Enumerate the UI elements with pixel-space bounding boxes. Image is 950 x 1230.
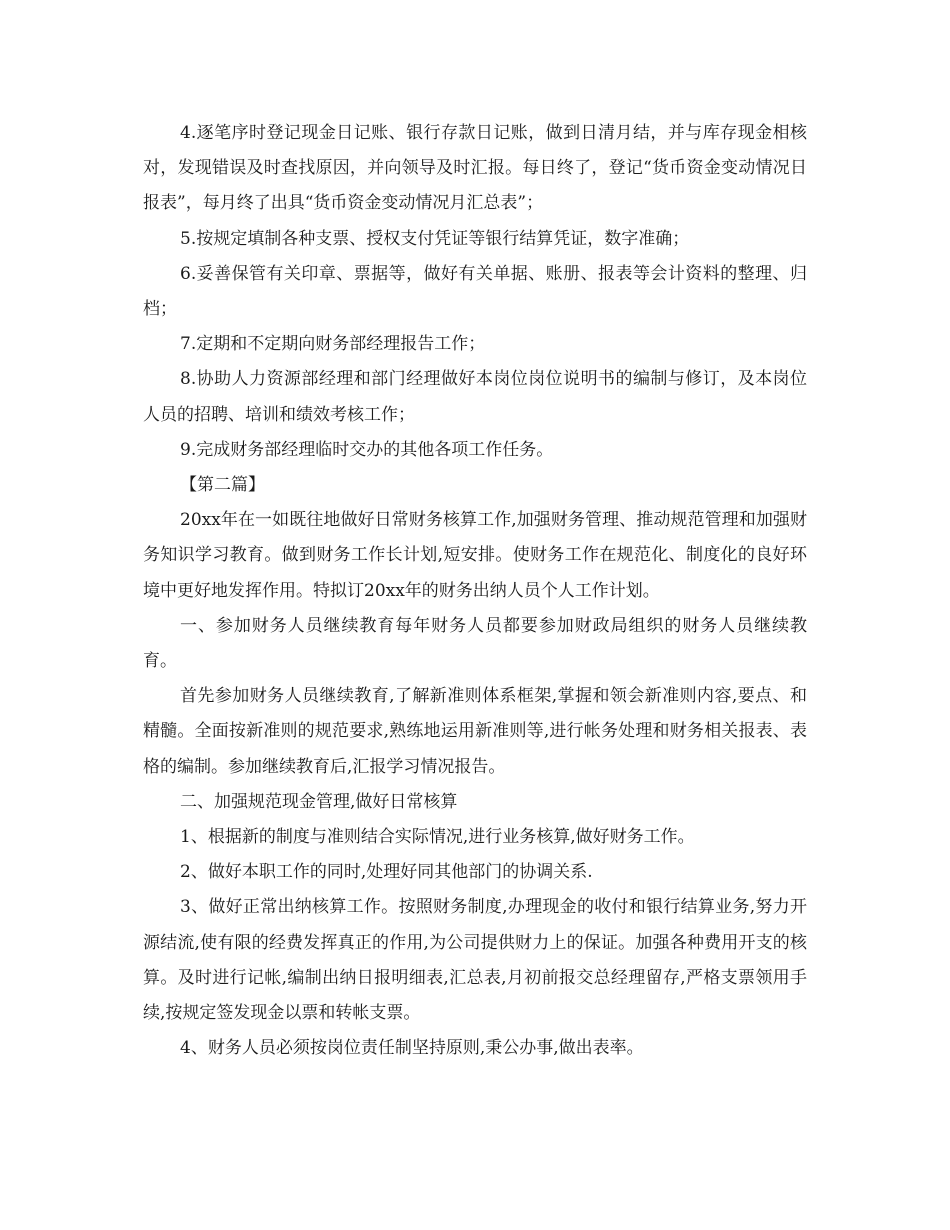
section-1-heading: 一、参加财务人员继续教育每年财务人员都要参加财政局组织的财务人员继续教育。 bbox=[143, 615, 807, 672]
intro-paragraph: 20xx年在一如既往地做好日常财务核算工作,加强财务管理、推动规范管理和加强财务知识学习教育。做到财务工作长计划,短安排。使财务工作在规范化、制度化的良好环境中更好地发挥作用。特拟订20xx年的财务出纳人员个人工作计划。 bbox=[143, 510, 807, 601]
paragraph-item-7: 7.定期和不定期向财务部经理报告工作； bbox=[180, 334, 486, 355]
paragraph-item-5: 5.按规定填制各种支票、授权支付凭证等银行结算凭证，数字准确； bbox=[180, 228, 690, 249]
section-2-item-2: 2、做好本职工作的同时,处理好同其他部门的协调关系. bbox=[180, 862, 593, 883]
section-1-body: 首先参加财务人员继续教育,了解新准则体系框架,掌握和领会新准则内容,要点、和精髓。全面按新准则的规范要求,熟练地运用新准则等,进行帐务处理和财务相关报表、表格的编制。参加继续教育后,汇报学习情况报告。 bbox=[143, 686, 807, 777]
section-heading: 【第二篇】 bbox=[180, 475, 265, 496]
document-body bbox=[143, 116, 807, 1066]
paragraph-item-6: 6.妥善保管有关印章、票据等，做好有关单据、账册、报表等会计资料的整理、归档； bbox=[143, 263, 807, 320]
paragraph-item-9: 9.完成财务部经理临时交办的其他各项工作任务。 bbox=[180, 439, 554, 460]
section-2-heading: 二、加强规范现金管理,做好日常核算 bbox=[180, 791, 458, 812]
section-2-item-3: 3、做好正常出纳核算工作。按照财务制度,办理现金的收付和银行结算业务,努力开源结流,使有限的经费发挥真正的作用,为公司提供财力上的保证。加强各种费用开支的核算。及时进行记帐,编制出纳日报明细表,汇总表,月初前报交总经理留存,严格支票领用手续,按规定签发现金以票和转帐支票。 bbox=[143, 897, 807, 1024]
paragraph-item-4: 4.逐笔序时登记现金日记账、银行存款日记账，做到日清月结，并与库存现金相核对，发现错误及时查找原因，并向领导及时汇报。每日终了，登记“货币资金变动情况日报表”，每月终了出具“货币资金变动情况月汇总表”； bbox=[143, 123, 807, 214]
section-2-item-4: 4、财务人员必须按岗位责任制坚持原则,秉公办事,做出表率。 bbox=[180, 1038, 644, 1059]
paragraph-item-8: 8.协助人力资源部经理和部门经理做好本岗位岗位说明书的编制与修订，及本岗位人员的招聘、培训和绩效考核工作； bbox=[143, 369, 807, 425]
section-2-item-1: 1、根据新的制度与准则结合实际情况,进行业务核算,做好财务工作。 bbox=[180, 827, 695, 848]
